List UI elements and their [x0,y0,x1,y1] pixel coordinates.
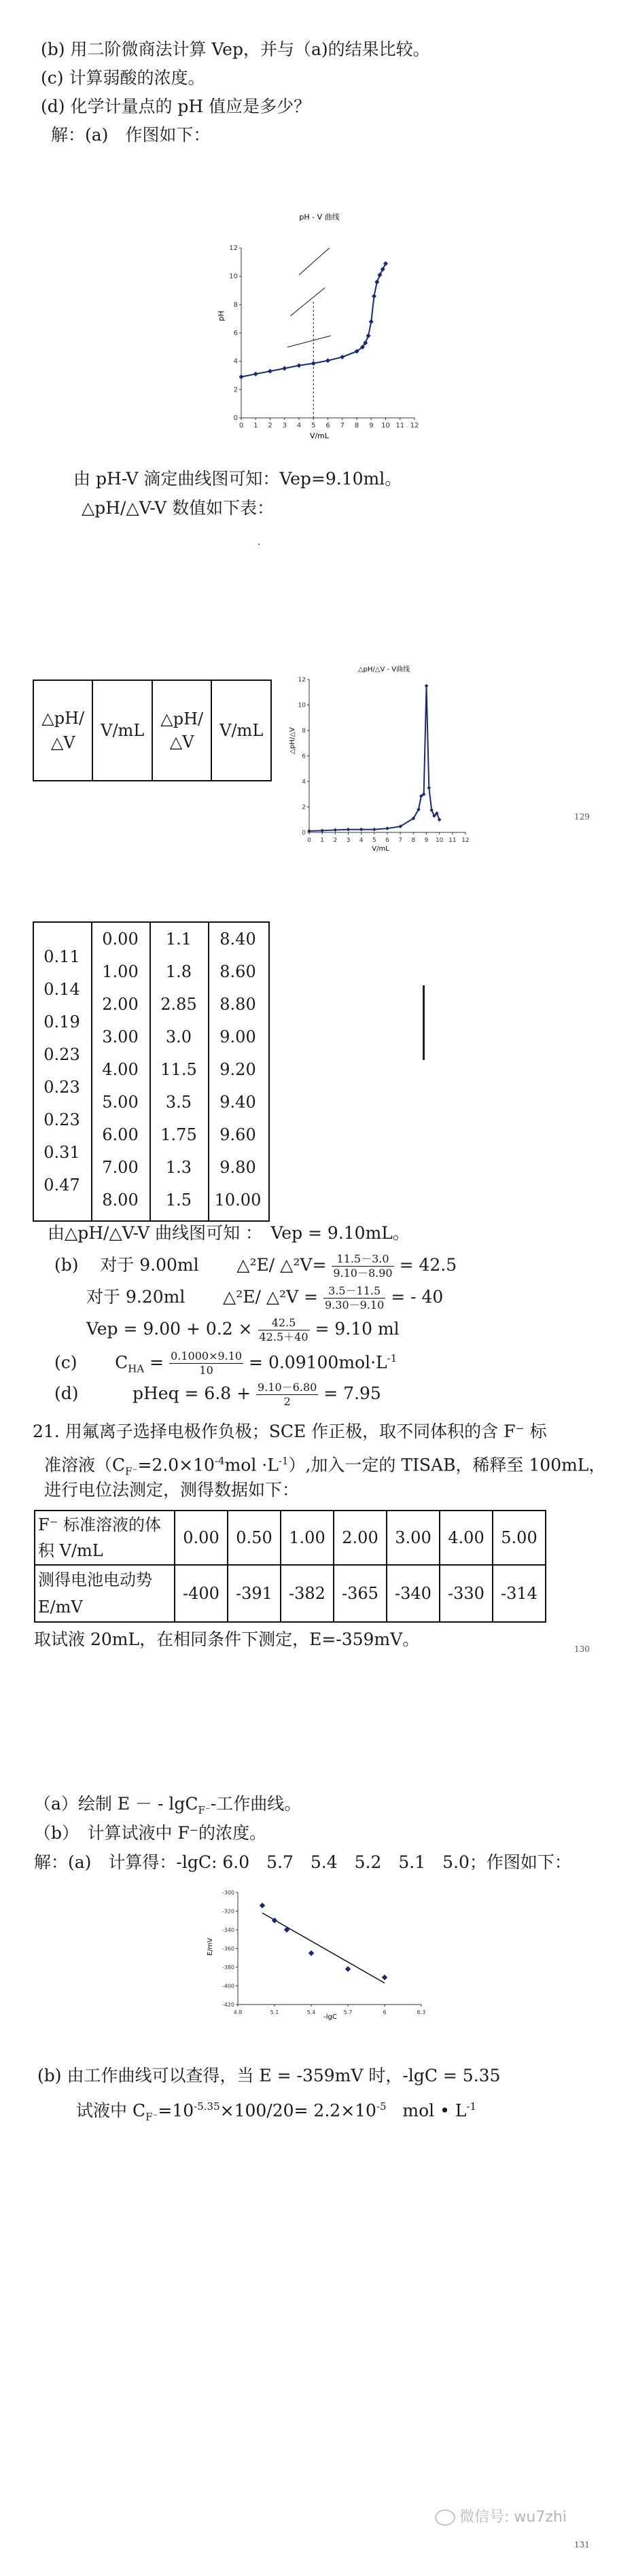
data-cell-v: 6.00 [102,1125,139,1144]
data-cell-v: 4.00 [102,1060,139,1079]
svg-ph-x-tick-label: 1 [253,422,258,429]
svg-ph-data-point [296,363,301,368]
svg-ph-x-tick-label: 9 [369,422,374,429]
svg-e-y-tick-label: -320 [222,1908,234,1915]
data-cell-dph-2: 1.5 [165,1190,192,1210]
data-cell-v-2: 8.40 [219,930,256,949]
q21-v-4: 3.00 [387,1511,440,1565]
wechat-icon [435,2509,455,2526]
svg-ph-data-point [383,261,388,266]
data-cell-dph: 0.11 [43,947,80,966]
vep-result-text: 由 pH-V 滴定曲线图可知：Vep=9.10ml。 [73,469,402,489]
q21-row2-head: 测得电池电动势 E/mV [35,1565,175,1622]
q21-e-3: -365 [334,1565,387,1622]
svg-ph-data-point [369,319,374,324]
ph-v-chart-svg [207,187,431,442]
data-cell-v: 5.00 [102,1093,139,1112]
data-cell-dph-2: 1.75 [160,1125,197,1144]
svg-ph-x-tick-label: 2 [268,422,272,429]
svg-ph-data-point [311,361,316,366]
data-cell-v-2: 9.60 [219,1125,256,1144]
e-lgc-chart [197,1886,426,2022]
q21-v-5: 4.00 [440,1511,493,1565]
header-dph-1: △pH/△V [33,680,92,781]
ph-v-chart [207,187,431,442]
e-chart-xlabel: -lgC [323,2013,337,2021]
header-dph-2: △pH/△V [152,680,211,781]
page-number-130: 130 [574,1644,590,1654]
answer-b-line2: 对于 9.20ml △²E/ △²V = $\frac{3.5-11.5}{9.30-9.10}$ = - 40 [86,1284,444,1311]
svg-e-x-tick-label: 6.3 [417,2009,426,2015]
svg-dph-y-tick-label: 2 [302,804,306,811]
data-cell-dph: 0.23 [43,1045,80,1064]
data-cell-v: 7.00 [102,1158,139,1177]
data-cell-dph-2: 1.8 [165,962,192,981]
svg-dph-x-tick-label: 12 [461,837,470,844]
data-cell-v-2: 9.00 [219,1027,256,1046]
stray-line [423,985,425,1060]
q21-e-4: -340 [387,1565,440,1622]
svg-ph-data-point [282,366,287,371]
svg-ph-x-tick-label: 6 [325,422,330,429]
dph-dv-chart [282,652,486,856]
answer-vep-calc: Vep = 9.00 + 0.2 × $\frac{42.5}{42.5+40}$ = 9.10 ml [86,1316,400,1343]
svg-e-x-tick-label: 4.8 [233,2009,243,2015]
data-cell-v: 0.00 [102,930,139,949]
svg-dph-y-tick-label: 4 [302,779,306,786]
svg-ph-data-point [239,374,243,379]
svg-dph-x-tick-label: 6 [385,837,389,844]
svg-dph-y-tick-label: 0 [302,830,306,836]
wechat-watermark: 微信号: wu7zhi [435,2505,567,2526]
svg-ph-data-point [372,294,376,298]
svg-ph-y-tick-label: 12 [229,245,238,252]
svg-ph-y-tick-label: 0 [233,414,238,422]
svg-ph-data-point [374,279,379,284]
q21-v-6: 5.00 [493,1511,546,1565]
header-v-1: V/mL [92,680,152,781]
svg-e-y-tick-label: -300 [222,1890,234,1896]
q21-row1-head: F⁻ 标准溶液的体积 V/mL [35,1511,175,1565]
q21-e-5: -330 [440,1565,493,1622]
svg-ph-x-tick-label: 3 [282,422,287,429]
svg-dph-x-tick-label: 4 [359,837,364,844]
svg-e-x-tick-label: 5.4 [306,2009,316,2015]
q21-v-2: 1.00 [281,1511,334,1565]
data-cell-dph-2: 1.3 [165,1158,192,1177]
svg-dph-y-tick-label: 6 [302,753,306,760]
dph-chart-title: △pH/△V - V曲线 [357,666,410,673]
data-cell-v-2: 9.80 [219,1158,256,1177]
svg-dph-data-point [427,786,431,790]
svg-e-fit-line [262,1913,385,1983]
svg-dph-y-tick-label: 10 [298,702,306,709]
data-cell-v-2: 10.00 [214,1190,262,1210]
svg-ph-x-tick-label: 11 [395,422,405,429]
svg-dph-data-point [385,826,389,830]
data-cell-dph: 0.19 [43,1012,80,1031]
svg-dph-x-tick-label: 2 [333,837,338,844]
svg-ph-y-tick-label: 10 [229,272,238,281]
e-lgc-chart-svg [197,1886,426,2022]
svg-dph-x-tick-label: 9 [424,837,429,844]
svg-e-y-tick-label: -420 [222,2002,234,2008]
question-d: (d) 化学计量点的 pH 值应是多少？ [41,96,311,116]
data-cell-v: 1.00 [102,962,139,981]
svg-e-data-point [308,1950,314,1956]
e-chart-ylabel: E/mV [207,1937,214,1956]
header-v-2: V/mL [211,680,271,781]
svg-ph-data-point [381,267,385,272]
data-cell-v-2: 8.80 [219,995,256,1014]
svg-ph-data-point [366,334,370,338]
ph-chart-title: pH - V 曲线 [299,213,340,222]
data-cell-v: 2.00 [102,995,139,1014]
data-cell-dph-2: 3.5 [165,1093,192,1112]
data-cell-v-2: 8.60 [219,962,256,981]
q21-e-1: -391 [228,1565,281,1622]
svg-ph-x-tick-label: 8 [354,422,359,429]
data-cell-dph: 0.14 [43,980,80,999]
header-table [33,680,272,781]
ph-chart-xlabel: V/mL [309,431,330,440]
data-cell-v: 8.00 [102,1190,139,1210]
data-cell-dph: 0.47 [43,1176,80,1195]
svg-e-x-tick-label: 6 [383,2009,387,2015]
svg-ph-data-point [253,372,258,376]
part2b-line2: 试液中 $C_{F^-}=10^{-5.35}\times 100/20= 2.2\times 10^{-5}$ mol • $L^{-1}$ [76,2100,477,2123]
svg-ph-x-tick-label: 7 [340,422,345,429]
q21-line3: 进行电位法测定，测得数据如下： [44,1480,300,1500]
table-intro-text: △pH/△V-V 数值如下表： [82,498,275,518]
q21-line2: 准溶液$(C_{F^-}=2.0\times 10^{-4}mol \cdot L^{-1})$,加入一定的 TISAB，稀释至 100mL， [44,1455,606,1478]
q21-e-0: -400 [175,1565,228,1622]
svg-dph-data-point [359,828,364,832]
part2-solution: 解：(a) 计算得：-lgC: 6.0 5.7 5.4 5.2 5.1 5.0；作图如下： [34,1852,571,1872]
svg-dph-x-tick-label: 1 [320,837,325,844]
ph-tangent-line [299,248,330,275]
question-c: (c) 计算弱酸的浓度。 [41,68,205,88]
svg-dph-x-tick-label: 5 [372,837,376,844]
q21-v-1: 0.50 [228,1511,281,1565]
ph-tangent-line [287,336,331,347]
stray-dot [258,544,260,545]
svg-e-x-tick-label: 5.1 [270,2009,279,2015]
svg-ph-y-tick-label: 8 [233,301,238,309]
q21-v-0: 0.00 [175,1511,228,1565]
svg-dph-x-tick-label: 0 [307,837,311,844]
question-b: (b) 用二阶微商法计算 Vep，并与（a)的结果比较。 [41,39,430,59]
q21-e-6: -314 [493,1565,546,1622]
svg-dph-data-point [425,684,429,688]
ph-tangent-line [290,287,325,316]
svg-ph-y-tick-label: 6 [233,330,238,337]
svg-ph-x-tick-label: 4 [296,422,302,429]
svg-e-x-tick-label: 5.7 [343,2009,353,2015]
answer-from-curve: 由△pH/△V-V 曲线图可知 ： Vep = 9.10mL。 [48,1223,410,1243]
svg-dph-x-tick-label: 8 [411,837,416,844]
q21-line1: 21. 用氟离子选择电极作负极；SCE 作正极，取不同体积的含 F⁻ 标 [33,1422,547,1441]
svg-ph-x-tick-label: 0 [239,422,244,429]
data-table [33,921,268,1220]
svg-dph-data-point [438,817,442,822]
svg-ph-data-point [377,272,382,277]
page-number-129: 129 [574,812,590,822]
svg-dph-x-tick-label: 3 [346,837,351,844]
data-cell-dph-2: 3.0 [165,1027,192,1046]
svg-ph-x-tick-label: 5 [311,422,316,429]
q21-e-2: -382 [281,1565,334,1622]
svg-ph-y-tick-label: 4 [233,357,238,366]
svg-ph-data-point [325,358,330,363]
svg-dph-x-tick-label: 10 [435,837,444,844]
svg-e-data-point [382,1975,387,1980]
svg-dph-y-tick-label: 8 [302,728,306,735]
svg-dph-data-point [334,828,338,832]
svg-ph-data-point [340,355,345,359]
svg-ph-data-point [268,369,272,374]
data-column-v [91,923,149,1216]
dph-chart-ylabel: △pH/△V [289,727,296,754]
dph-chart-xlabel: V/mL [372,845,389,853]
page-number-131: 131 [574,2540,590,2549]
data-cell-dph: 0.23 [43,1110,80,1129]
data-cell-v-2: 9.20 [219,1060,256,1079]
svg-e-data-point [260,1903,265,1908]
data-cell-v-2: 9.40 [219,1093,256,1112]
svg-e-data-point [345,1966,351,1972]
data-cell-dph-2: 2.85 [160,995,197,1014]
data-cell-dph-2: 1.1 [165,930,192,949]
answer-b-line1: (b) 对于 9.00ml △²E/ △²V= $\frac{11.5-3.0}{9.10-8.90}$ = 42.5 [54,1252,457,1280]
svg-e-y-tick-label: -360 [222,1945,234,1952]
data-cell-dph: 0.23 [43,1078,80,1097]
svg-dph-data-point [347,828,351,832]
svg-dph-x-tick-label: 7 [398,837,403,844]
q21-sample: 取试液 20mL，在相同条件下测定，E=-359mV。 [34,1629,420,1649]
svg-ph-x-tick-label: 10 [381,422,390,429]
dph-dv-chart-svg [282,652,486,856]
data-cell-dph: 0.31 [43,1143,80,1162]
ph-chart-ylabel: pH [217,311,226,321]
answer-d: (d) pHeq = 6.8 + $\frac{9.10-6.80}{2}$ = 7.95 [54,1381,381,1408]
data-cell-dph-2: 11.5 [160,1060,197,1079]
svg-ph-y-tick-label: 2 [233,386,238,394]
part2-b: （b） 计算试液中 F⁻的浓度。 [34,1823,266,1843]
data-column-dph-2 [149,923,208,1216]
answer-a-heading: 解：(a) 作图如下： [51,125,211,145]
svg-dph-data-point [372,828,376,832]
data-cell-v: 3.00 [102,1027,139,1046]
q21-data-table [34,1510,546,1623]
svg-e-y-tick-label: -380 [222,1964,234,1971]
data-column-dph [33,940,91,1201]
svg-e-y-tick-label: -400 [222,1983,234,1990]
svg-dph-data-point [320,829,324,833]
part2b-line1: (b) 由工作曲线可以查得，当 E = -359mV 时，-lgC = 5.35 [37,2066,501,2085]
svg-dph-x-tick-label: 11 [448,837,457,844]
svg-e-y-tick-label: -340 [222,1927,234,1933]
q21-v-3: 2.00 [334,1511,387,1565]
svg-dph-y-tick-label: 12 [298,677,306,684]
svg-ph-x-tick-label: 12 [410,422,419,429]
part2-a: （a）绘制 E － - lgC$_{F^-}$-工作曲线。 [34,1794,302,1816]
data-column-v-2 [208,923,268,1216]
answer-c: (c) $C_{HA}$ = $\frac{0.1000\times 9.10}{10}$ = $0.09100mol\cdot L^{-1}$ [54,1349,398,1377]
